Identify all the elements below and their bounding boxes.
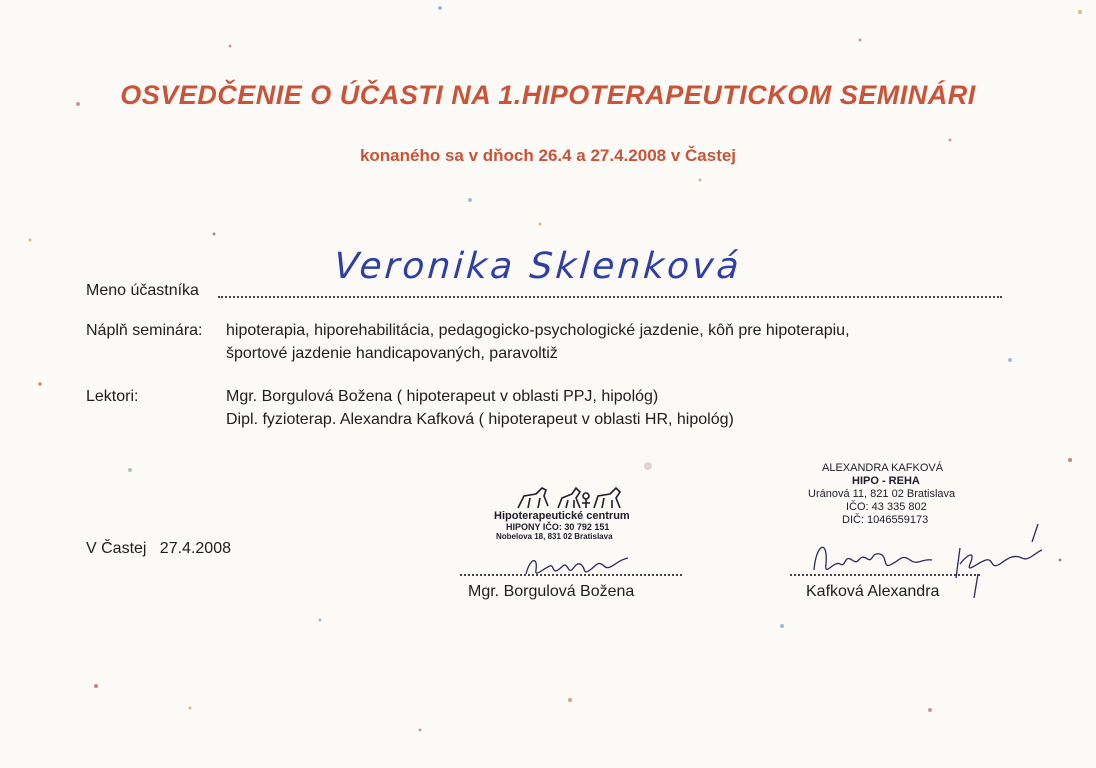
lecturers-label: Lektori:	[86, 388, 139, 405]
signatory-left: Mgr. Borgulová Božena	[468, 583, 635, 600]
participant-name: Veronika Sklenková	[332, 246, 744, 287]
stamp-right-line-1: ALEXANDRA KAFKOVÁ	[822, 462, 944, 474]
signatory-right: Kafková Alexandra	[806, 583, 940, 600]
place-date: V Častej 27.4.2008	[86, 540, 231, 557]
content-line-2: športové jazdenie handicapovaných, paravoltiž	[226, 345, 558, 362]
signature-line-right	[790, 574, 980, 576]
stamp-right-line-2: HIPO - REHA	[852, 475, 920, 487]
stamp-left-line-2: HIPONY IČO: 30 792 151	[506, 522, 610, 532]
certificate-subtitle: konaného sa v dňoch 26.4 a 27.4.2008 v Častej	[359, 146, 737, 165]
lecturer-line-1: Mgr. Borgulová Božena ( hipoterapeut v oblasti PPJ, hipológ)	[226, 388, 659, 405]
content-line-1: hipoterapia, hiporehabilitácia, pedagogicko-psychologické jazdenie, kôň pre hipoterapiu,	[226, 322, 850, 339]
content-label: Náplň seminára:	[86, 322, 203, 339]
stamp-left-line-1: Hipoterapeutické centrum	[494, 510, 630, 522]
signature-line-left	[460, 574, 682, 576]
stamp-right-line-5: DIČ: 1046559173	[842, 514, 929, 526]
lecturer-line-2: Dipl. fyzioterap. Alexandra Kafková ( hipoterapeut v oblasti HR, hipológ)	[226, 411, 734, 428]
certificate-title: OSVEDČENIE O ÚČASTI NA 1.HIPOTERAPEUTICKOM SEMINÁRI	[120, 80, 976, 110]
signature-borgulova	[520, 548, 640, 584]
participant-dotted-line	[218, 296, 1002, 298]
stamp-left-line-3: Nobelova 18, 831 02 Bratislava	[496, 532, 613, 541]
stamp-right-line-4: IČO: 43 335 802	[846, 501, 927, 513]
participant-label: Meno účastníka	[86, 282, 199, 299]
stamp-right-line-3: Uránová 11, 821 02 Bratislava	[808, 488, 956, 500]
